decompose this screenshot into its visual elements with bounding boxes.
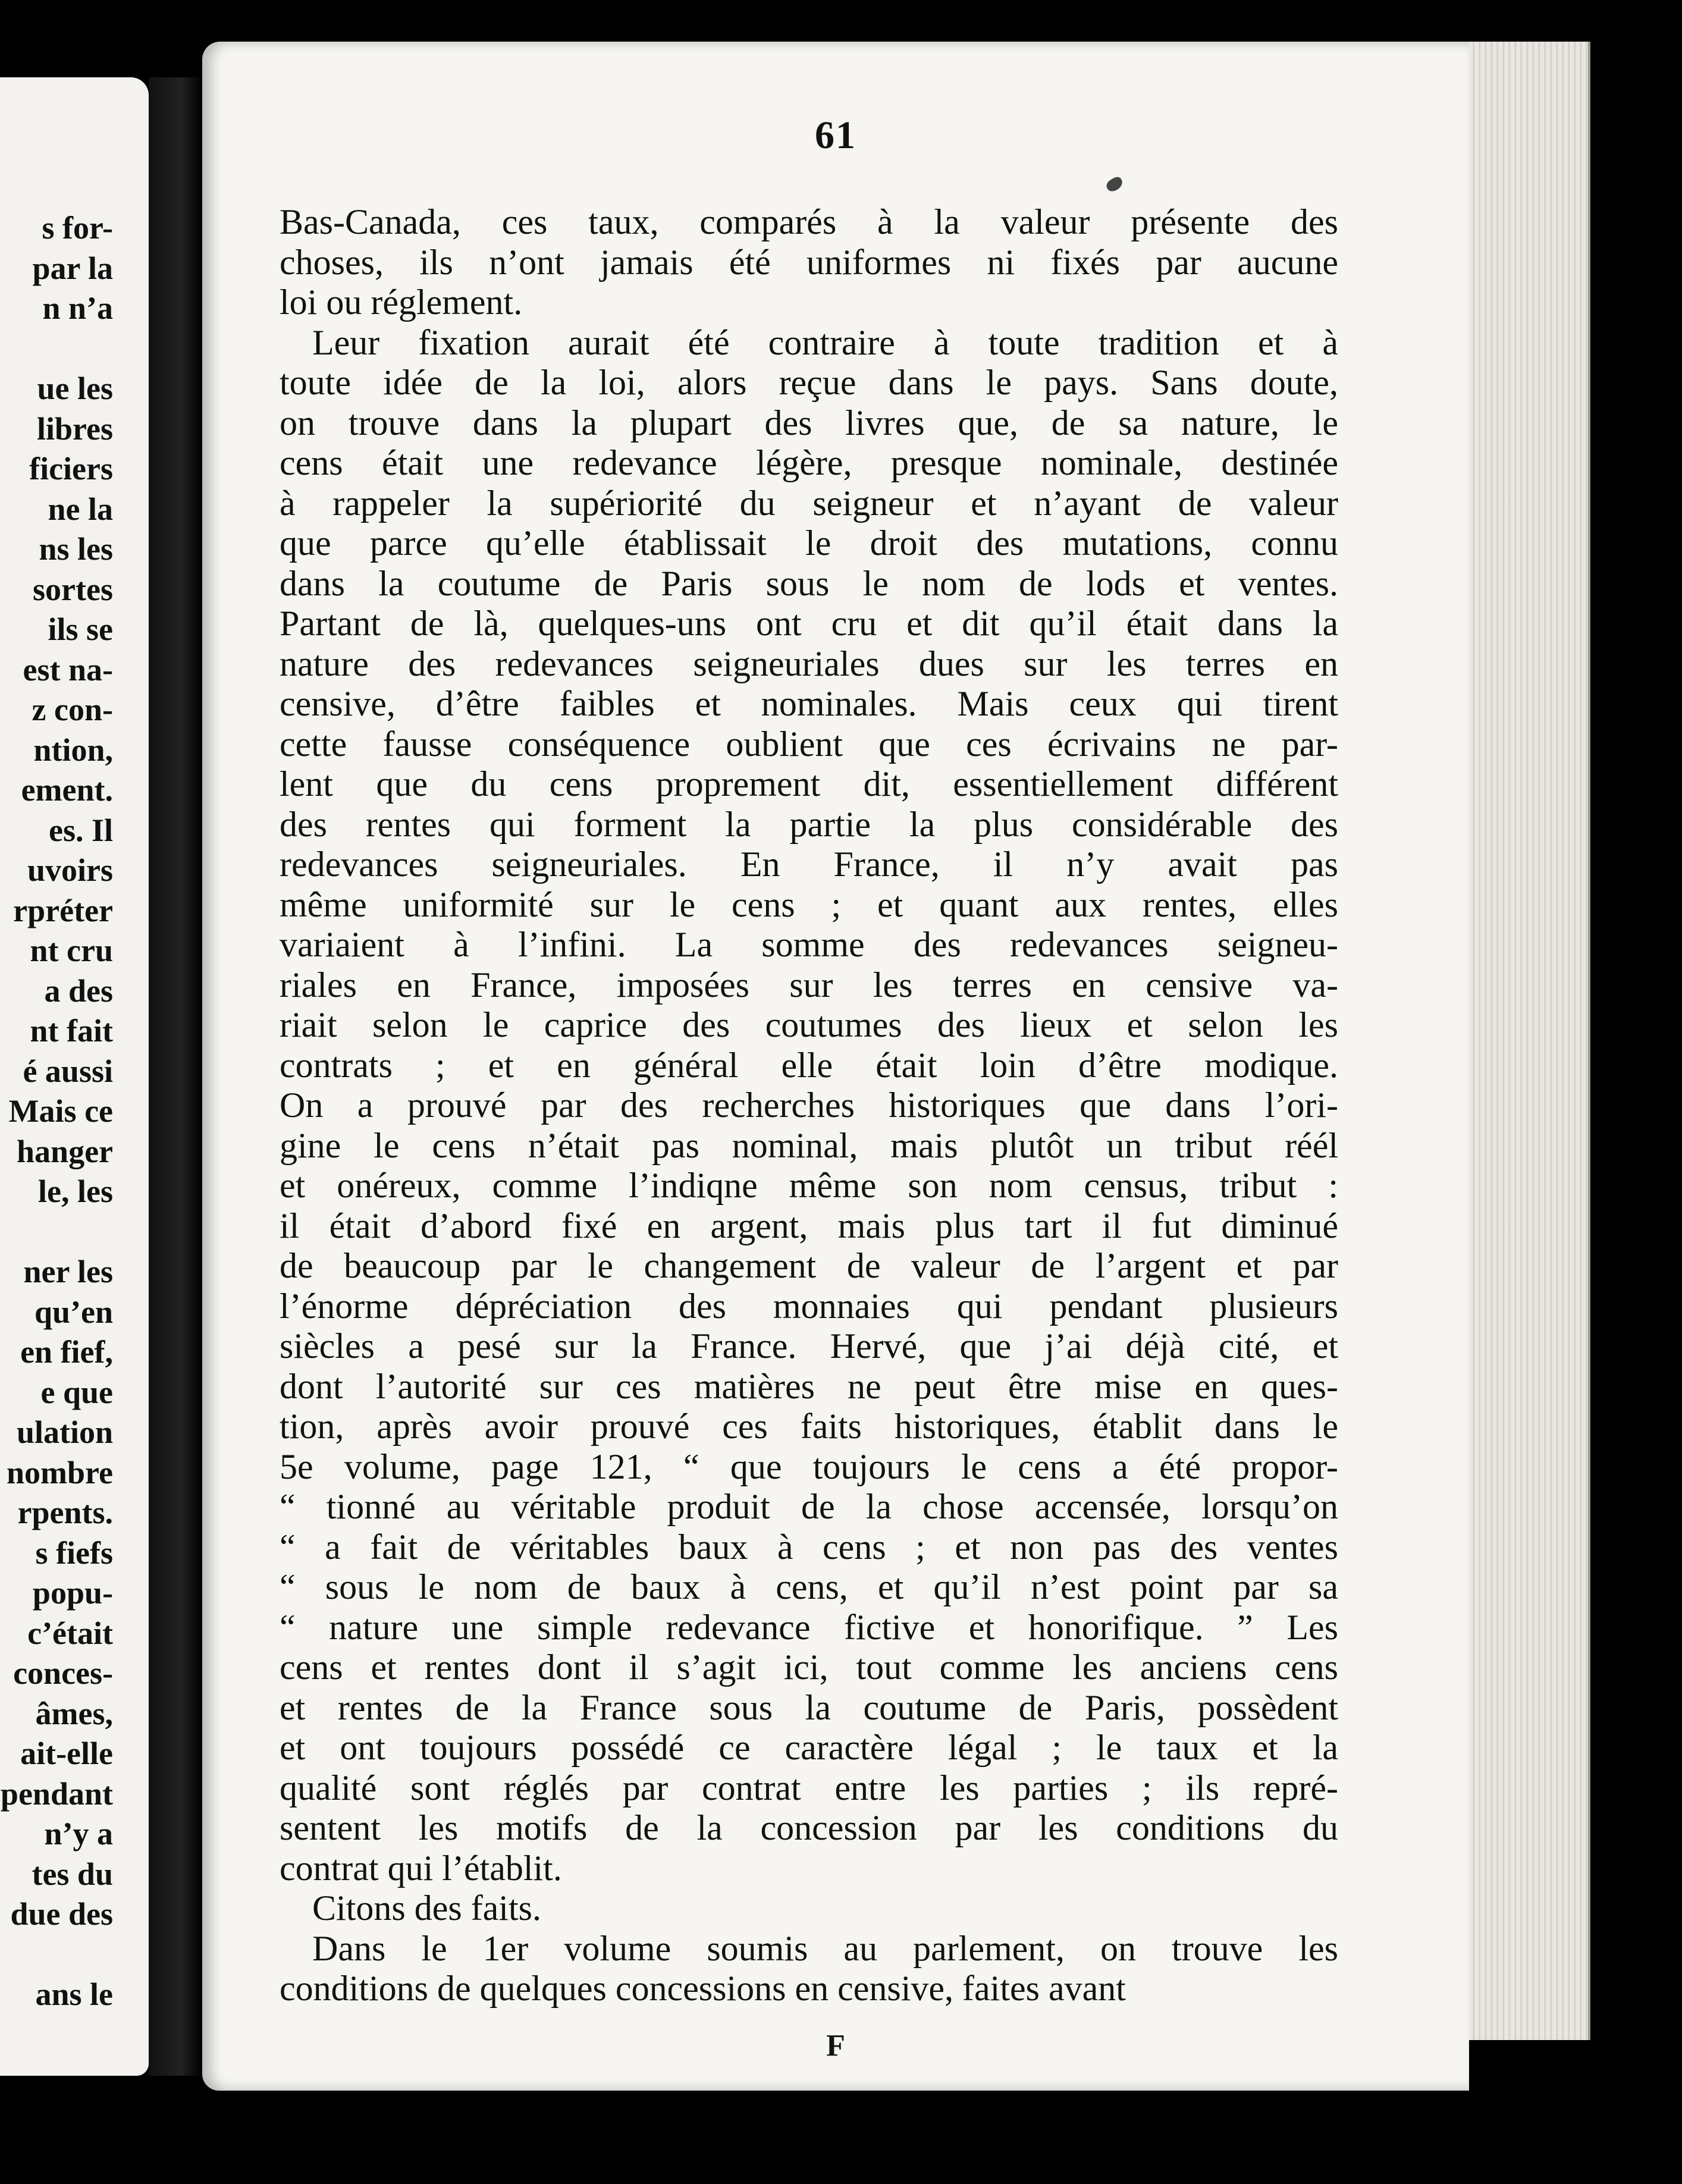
text-line: siècles a pesé sur la France. Hervé, que j’ai déjà cité, et	[280, 1326, 1338, 1366]
text-line: dont l’autorité sur ces matières ne peut être mise en ques-	[280, 1366, 1338, 1406]
left-page-line: popu-	[32, 1575, 113, 1611]
left-page-line: ner les	[23, 1254, 113, 1289]
body-text	[280, 202, 1338, 2009]
text-line: “ sous le nom de baux à cens, et qu’il n’est point par sa	[280, 1567, 1338, 1606]
text-line: cens était une redevance légère, presque nominale, destinée	[280, 443, 1338, 482]
page-number: 61	[815, 114, 856, 157]
left-page-line: e que	[40, 1374, 113, 1410]
left-page-line: s for-	[42, 210, 113, 246]
left-page-line: conces-	[13, 1655, 113, 1691]
left-page-line: ils se	[48, 611, 113, 647]
left-page-line: est na-	[23, 651, 113, 688]
left-page-line: due des	[10, 1896, 113, 1932]
left-page-line: rpents.	[17, 1495, 113, 1530]
text-line: gine le cens n’était pas nominal, mais plutôt un tribut réél	[280, 1125, 1338, 1165]
text-line: cette fausse conséquence oublient que ces écrivains ne par-	[280, 724, 1338, 764]
left-page-line: en fief,	[20, 1334, 113, 1370]
left-page-line: s fiefs	[35, 1535, 113, 1571]
text-line: on trouve dans la plupart des livres que, de sa nature, le	[280, 403, 1338, 443]
text-line: “ tionné au véritable produit de la chose accensée, lorsqu’on	[280, 1487, 1338, 1526]
left-page-line: ne la	[48, 491, 113, 527]
text-line: Dans le 1er volume soumis au parlement, on trouve les	[312, 1928, 1338, 1968]
text-line: à rappeler la supériorité du seigneur et n’ayant de valeur	[280, 483, 1338, 523]
text-line: que parce qu’elle établissait le droit des mutations, connu	[280, 523, 1338, 563]
left-page-line: le, les	[38, 1173, 113, 1209]
left-page-line: sortes	[33, 571, 113, 607]
text-line: “ a fait de véritables baux à cens ; et non pas des ventes	[280, 1527, 1338, 1567]
left-page-line: n’y a	[44, 1816, 113, 1852]
left-page-line: é aussi	[23, 1053, 113, 1089]
text-line: lent que du cens proprement dit, essentiellement différent	[280, 764, 1338, 804]
left-page-line: uvoirs	[27, 852, 113, 888]
left-page-line: es. Il	[49, 812, 113, 848]
book-gutter	[149, 77, 202, 2076]
left-page-line: nombre	[6, 1454, 113, 1490]
left-page-line: ue les	[37, 371, 113, 406]
left-page-line: qu’en	[34, 1294, 113, 1330]
text-line: variaient à l’infini. La somme des redevances seigneu-	[280, 925, 1338, 964]
text-line: toute idée de la loi, alors reçue dans le pays. Sans doute,	[280, 363, 1338, 402]
text-line: nature des redevances seigneuriales dues sur les terres en	[280, 644, 1338, 683]
left-page-line: ait-elle	[20, 1736, 113, 1771]
signature-mark: F	[826, 2029, 845, 2063]
text-line: tion, après avoir prouvé ces faits historiques, établit dans le	[280, 1407, 1338, 1446]
left-page-line: ans le	[35, 1976, 113, 2012]
left-page-line: ns les	[39, 531, 113, 567]
left-page-line: ulation	[16, 1414, 113, 1450]
left-page-line: rpréter	[13, 892, 113, 928]
text-line: loi ou réglement.	[280, 283, 523, 322]
text-line: même uniformité sur le cens ; et quant aux rentes, elles	[280, 884, 1338, 924]
left-page-fragment	[0, 77, 149, 2076]
paragraph	[280, 1929, 1338, 2009]
text-line: choses, ils n’ont jamais été uniformes ni fixés par aucune	[280, 242, 1338, 282]
paragraph	[280, 1888, 1338, 1929]
left-page-line: n n’a	[42, 290, 113, 326]
left-page-text	[1, 208, 113, 2015]
text-line: cens et rentes dont il s’agit ici, tout comme les anciens cens	[280, 1648, 1338, 1687]
text-line: dans la coutume de Paris sous le nom de lods et ventes.	[280, 563, 1338, 603]
text-line: et ont toujours possédé ce caractère légal ; le taux et la	[280, 1728, 1338, 1767]
paragraph	[280, 323, 1338, 1889]
left-page-line: a des	[44, 972, 113, 1009]
text-line: et onéreux, comme l’indiqne même son nom census, tribut :	[280, 1166, 1338, 1205]
left-page-line: c’était	[27, 1615, 113, 1651]
page-edge-stack	[1469, 42, 1590, 2040]
text-line: des rentes qui forment la partie la plus considérable des	[280, 804, 1338, 844]
paragraph	[280, 202, 1338, 323]
left-page-line: hanger	[17, 1133, 113, 1169]
text-line: contrats ; et en général elle était loin d’être modique.	[280, 1045, 1338, 1085]
text-line: contrat qui l’établit.	[280, 1848, 562, 1888]
left-page-line	[1, 1212, 113, 1253]
left-page-line: Mais ce	[8, 1093, 113, 1129]
text-line: “ nature une simple redevance fictive et honorifique. ” Les	[280, 1607, 1338, 1647]
text-line: 5e volume, page 121, “ que toujours le cens a été propor-	[280, 1446, 1338, 1486]
text-line: Bas-Canada, ces taux, comparés à la valeur présente des	[280, 202, 1338, 241]
text-line: de beaucoup par le changement de valeur de l’argent et par	[280, 1246, 1338, 1285]
text-line: Partant de là, quelques-uns ont cru et dit qu’il était dans la	[280, 604, 1338, 643]
left-page-line: tes du	[32, 1856, 113, 1892]
left-page-line	[1, 1935, 113, 1975]
text-line: et rentes de la France sous la coutume de Paris, possèdent	[280, 1687, 1338, 1727]
left-page-line	[1, 329, 113, 369]
text-line: Leur fixation aurait été contraire à toute tradition et à	[312, 322, 1338, 362]
text-line: conditions de quelques concessions en censive, faites avant	[280, 1969, 1126, 2008]
left-page-line: z con-	[32, 692, 113, 727]
left-page-line: nt fait	[30, 1013, 113, 1049]
text-line: censive, d’être faibles et nominales. Mais ceux qui tirent	[280, 684, 1338, 723]
ink-speck	[1104, 175, 1125, 193]
text-line: redevances seigneuriales. En France, il n’y avait pas	[280, 845, 1338, 884]
left-page-line: nt cru	[30, 933, 113, 968]
text-line: sentent les motifs de la concession par les conditions du	[280, 1808, 1338, 1847]
text-line: Citons des faits.	[312, 1888, 541, 1928]
left-page-line: ntion,	[33, 732, 113, 768]
text-line: qualité sont réglés par contrat entre les parties ; ils repré-	[280, 1768, 1338, 1808]
left-page-line: libres	[36, 410, 113, 447]
left-page-line: ficiers	[29, 451, 113, 487]
text-line: On a prouvé par des recherches historiques que dans l’ori-	[280, 1085, 1338, 1125]
left-page-line: pendant	[0, 1775, 113, 1812]
left-page-line: par la	[32, 250, 113, 286]
left-page-line: ement.	[21, 772, 113, 808]
text-line: riales en France, imposées sur les terres en censive va-	[280, 965, 1338, 1005]
text-line: riait selon le caprice des coutumes des lieux et selon les	[280, 1005, 1338, 1044]
right-page	[202, 42, 1469, 2091]
text-line: l’énorme dépréciation des monnaies qui pendant plusieurs	[280, 1286, 1338, 1326]
text-line: il était d’abord fixé en argent, mais plus tart il fut diminué	[280, 1206, 1338, 1245]
left-page-line: âmes,	[35, 1695, 113, 1731]
